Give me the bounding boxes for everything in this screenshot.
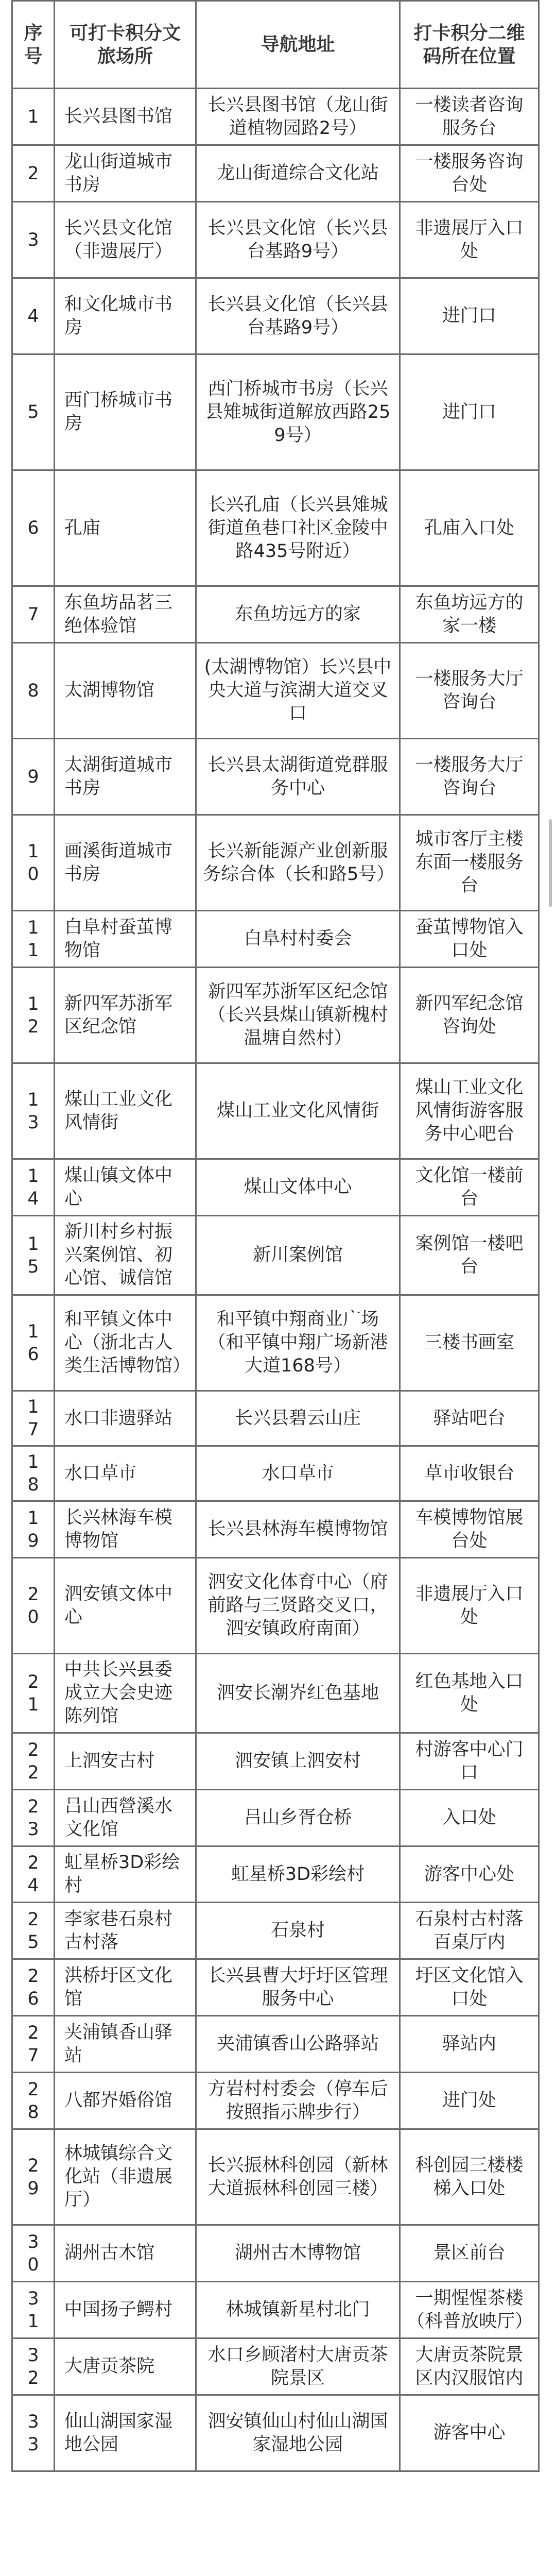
cell-venue-name: 东鱼坊品茗三绝体验馆 bbox=[55, 586, 196, 643]
cell-qr-location: 非遗展厅入口处 bbox=[400, 1558, 539, 1654]
table-row bbox=[12, 2016, 539, 2073]
cell-qr-location: 蚕茧博物馆入口处 bbox=[400, 911, 539, 968]
cell-qr-location: 一楼服务大厅咨询台 bbox=[400, 739, 539, 815]
cell-qr-location: 游客中心 bbox=[400, 2395, 539, 2471]
cell-venue-name: 泗安镇文体中心 bbox=[55, 1558, 196, 1654]
table-row bbox=[12, 586, 539, 643]
cell-venue-name: 中国扬子鳄村 bbox=[55, 2282, 196, 2338]
header-qr-location: 打卡积分二维码所在位置 bbox=[400, 1, 539, 89]
cell-nav-address: 新川案例馆 bbox=[196, 1216, 400, 1295]
cell-nav-address: 煤山文体中心 bbox=[196, 1159, 400, 1216]
cell-qr-location: 游客中心处 bbox=[400, 1846, 539, 1903]
cell-nav-address: 长兴县太湖街道党群服务中心 bbox=[196, 739, 400, 815]
cell-venue-name: 白阜村蚕茧博物馆 bbox=[55, 911, 196, 968]
table-row bbox=[12, 1295, 539, 1391]
table-row bbox=[12, 1903, 539, 1959]
cell-no: 6 bbox=[12, 470, 55, 586]
cell-venue-name: 大唐贡茶院 bbox=[55, 2338, 196, 2395]
cell-venue-name: 新川村乡村振兴案例馆、初心馆、诚信馆 bbox=[55, 1216, 196, 1295]
cell-nav-address: 长兴县林海车模博物馆 bbox=[196, 1501, 400, 1558]
cell-venue-name: 夹浦镇香山驿站 bbox=[55, 2016, 196, 2073]
table-row bbox=[12, 968, 539, 1063]
cell-no: 4 bbox=[12, 278, 55, 354]
cell-qr-location: 进门处 bbox=[400, 2073, 539, 2129]
cell-venue-name: 长兴县文化馆（非遗展厅） bbox=[55, 202, 196, 278]
header-no: 序号 bbox=[12, 1, 55, 89]
cell-qr-location: 三楼书画室 bbox=[400, 1295, 539, 1391]
table-row bbox=[12, 739, 539, 815]
cell-venue-name: 西门桥城市书房 bbox=[55, 354, 196, 470]
cell-qr-location: 驿站内 bbox=[400, 2016, 539, 2073]
table-row bbox=[12, 1063, 539, 1159]
cell-nav-address: 泗安镇仙山村仙山湖国家湿地公园 bbox=[196, 2395, 400, 2471]
cell-no: 28 bbox=[12, 2073, 55, 2129]
cell-venue-name: 新四军苏浙军区纪念馆 bbox=[55, 968, 196, 1063]
table-row bbox=[12, 1558, 539, 1654]
cell-no: 32 bbox=[12, 2338, 55, 2395]
header-venue-name: 可打卡积分文旅场所 bbox=[55, 1, 196, 89]
cell-no: 3 bbox=[12, 202, 55, 278]
cell-nav-address: 西门桥城市书房（长兴县雉城街道解放西路259号） bbox=[196, 354, 400, 470]
cell-venue-name: 仙山湖国家湿地公园 bbox=[55, 2395, 196, 2471]
cell-venue-name: 长兴县图书馆 bbox=[55, 89, 196, 145]
cell-venue-name: 虹星桥3D彩绘村 bbox=[55, 1846, 196, 1903]
cell-venue-name: 龙山街道城市书房 bbox=[55, 145, 196, 202]
cell-no: 1 bbox=[12, 89, 55, 145]
cell-venue-name: 煤山工业文化风情街 bbox=[55, 1063, 196, 1159]
cell-qr-location: 驿站吧台 bbox=[400, 1391, 539, 1446]
cell-no: 15 bbox=[12, 1216, 55, 1295]
cell-nav-address: 龙山街道综合文化站 bbox=[196, 145, 400, 202]
table-row bbox=[12, 1959, 539, 2016]
cell-qr-location: 景区前台 bbox=[400, 2225, 539, 2282]
cell-qr-location: 新四军纪念馆咨询处 bbox=[400, 968, 539, 1063]
table-body bbox=[12, 89, 539, 2471]
cell-qr-location: 石泉村古村落百桌厅内 bbox=[400, 1903, 539, 1959]
cell-no: 24 bbox=[12, 1846, 55, 1903]
cell-venue-name: 林城镇综合文化站（非遗展厅） bbox=[55, 2129, 196, 2225]
table-row bbox=[12, 2225, 539, 2282]
cell-venue-name: 水口草市 bbox=[55, 1446, 196, 1501]
table-row bbox=[12, 1446, 539, 1501]
cell-venue-name: 煤山镇文体中心 bbox=[55, 1159, 196, 1216]
table-row bbox=[12, 2282, 539, 2338]
cell-nav-address: 白阜村村委会 bbox=[196, 911, 400, 968]
table-row bbox=[12, 2073, 539, 2129]
cell-venue-name: 洪桥圩区文化馆 bbox=[55, 1959, 196, 2016]
table-row bbox=[12, 278, 539, 354]
cell-no: 17 bbox=[12, 1391, 55, 1446]
cell-no: 30 bbox=[12, 2225, 55, 2282]
cell-qr-location: 东鱼坊远方的家一楼 bbox=[400, 586, 539, 643]
cell-nav-address: 新四军苏浙军区纪念馆（长兴县煤山镇新槐村温塘自然村） bbox=[196, 968, 400, 1063]
cell-qr-location: 科创园三楼楼梯入口处 bbox=[400, 2129, 539, 2225]
cell-nav-address: 泗安镇上泗安村 bbox=[196, 1733, 400, 1790]
cell-nav-address: 长兴县图书馆（龙山街道植物园路2号） bbox=[196, 89, 400, 145]
cell-nav-address: 虹星桥3D彩绘村 bbox=[196, 1846, 400, 1903]
cell-no: 21 bbox=[12, 1654, 55, 1733]
cell-no: 2 bbox=[12, 145, 55, 202]
cell-qr-location: 入口处 bbox=[400, 1790, 539, 1846]
cell-no: 10 bbox=[12, 815, 55, 911]
cell-venue-name: 上泗安古村 bbox=[55, 1733, 196, 1790]
cell-venue-name: 太湖博物馆 bbox=[55, 643, 196, 739]
table-header-row bbox=[12, 1, 539, 89]
cell-nav-address: 和平镇中翔商业广场（和平镇中翔广场新港大道168号） bbox=[196, 1295, 400, 1391]
cell-qr-location: 村游客中心门口 bbox=[400, 1733, 539, 1790]
cell-qr-location: 进门口 bbox=[400, 278, 539, 354]
cell-nav-address: 泗安长潮岕红色基地 bbox=[196, 1654, 400, 1733]
cell-qr-location: 城市客厅主楼东面一楼服务台 bbox=[400, 815, 539, 911]
table-row bbox=[12, 643, 539, 739]
cell-nav-address: 泗安文化体育中心（府前路与三贤路交叉口，泗安镇政府南面） bbox=[196, 1558, 400, 1654]
cell-no: 16 bbox=[12, 1295, 55, 1391]
cell-qr-location: 煤山工业文化风情街游客服务中心吧台 bbox=[400, 1063, 539, 1159]
cell-no: 12 bbox=[12, 968, 55, 1063]
cell-qr-location: 草市收银台 bbox=[400, 1446, 539, 1501]
cell-qr-location: 案例馆一楼吧台 bbox=[400, 1216, 539, 1295]
cell-nav-address: 煤山工业文化风情街 bbox=[196, 1063, 400, 1159]
cell-qr-location: 一楼服务咨询台处 bbox=[400, 145, 539, 202]
cell-nav-address: 夹浦镇香山公路驿站 bbox=[196, 2016, 400, 2073]
cell-nav-address: 水口草市 bbox=[196, 1446, 400, 1501]
table-row bbox=[12, 2395, 539, 2471]
cell-venue-name: 画溪街道城市书房 bbox=[55, 815, 196, 911]
cell-venue-name: 中共长兴县委成立大会史迹陈列馆 bbox=[55, 1654, 196, 1733]
points-table-container bbox=[11, 0, 538, 2472]
cell-venue-name: 湖州古木馆 bbox=[55, 2225, 196, 2282]
cell-nav-address: 林城镇新星村北门 bbox=[196, 2282, 400, 2338]
table-row bbox=[12, 470, 539, 586]
cell-no: 19 bbox=[12, 1501, 55, 1558]
cell-qr-location: 大唐贡茶院景区内汉服馆内 bbox=[400, 2338, 539, 2395]
table-row bbox=[12, 1733, 539, 1790]
cell-qr-location: 圩区文化馆入口处 bbox=[400, 1959, 539, 2016]
cell-nav-address: 吕山乡胥仓桥 bbox=[196, 1790, 400, 1846]
cell-no: 14 bbox=[12, 1159, 55, 1216]
cell-qr-location: 文化馆一楼前台 bbox=[400, 1159, 539, 1216]
table-row bbox=[12, 815, 539, 911]
cell-no: 9 bbox=[12, 739, 55, 815]
table-row bbox=[12, 911, 539, 968]
cell-nav-address: 长兴孔庙（长兴县雉城街道鱼巷口社区金陵中路435号附近） bbox=[196, 470, 400, 586]
cell-qr-location: 一楼服务大厅咨询台 bbox=[400, 643, 539, 739]
cell-qr-location: 孔庙入口处 bbox=[400, 470, 539, 586]
cell-no: 25 bbox=[12, 1903, 55, 1959]
table-row bbox=[12, 89, 539, 145]
cell-nav-address: 长兴县碧云山庄 bbox=[196, 1391, 400, 1446]
check-in-points-table bbox=[11, 0, 540, 2472]
table-row bbox=[12, 2129, 539, 2225]
cell-no: 22 bbox=[12, 1733, 55, 1790]
cell-no: 18 bbox=[12, 1446, 55, 1501]
table-row bbox=[12, 1159, 539, 1216]
header-nav-address: 导航地址 bbox=[196, 1, 400, 89]
cell-venue-name: 水口非遗驿站 bbox=[55, 1391, 196, 1446]
cell-no: 23 bbox=[12, 1790, 55, 1846]
cell-venue-name: 太湖街道城市书房 bbox=[55, 739, 196, 815]
cell-no: 20 bbox=[12, 1558, 55, 1654]
table-row bbox=[12, 1654, 539, 1733]
cell-nav-address: 长兴县文化馆（长兴县台基路9号） bbox=[196, 202, 400, 278]
table-row bbox=[12, 1790, 539, 1846]
cell-nav-address: (太湖博物馆）长兴县中央大道与滨湖大道交叉口 bbox=[196, 643, 400, 739]
cell-no: 33 bbox=[12, 2395, 55, 2471]
table-row bbox=[12, 1501, 539, 1558]
cell-venue-name: 和平镇文体中心（浙北古人类生活博物馆） bbox=[55, 1295, 196, 1391]
cell-qr-location: 进门口 bbox=[400, 354, 539, 470]
cell-nav-address: 长兴振林科创园（新林大道振林科创园三楼） bbox=[196, 2129, 400, 2225]
table-row bbox=[12, 354, 539, 470]
cell-no: 7 bbox=[12, 586, 55, 643]
cell-no: 26 bbox=[12, 1959, 55, 2016]
table-row bbox=[12, 202, 539, 278]
cell-no: 29 bbox=[12, 2129, 55, 2225]
cell-no: 31 bbox=[12, 2282, 55, 2338]
cell-no: 27 bbox=[12, 2016, 55, 2073]
cell-venue-name: 和文化城市书房 bbox=[55, 278, 196, 354]
cell-nav-address: 长兴新能源产业创新服务综合体（长和路5号） bbox=[196, 815, 400, 911]
cell-venue-name: 长兴林海车模博物馆 bbox=[55, 1501, 196, 1558]
scrollbar-thumb[interactable] bbox=[549, 819, 552, 907]
cell-qr-location: 一期惺惺茶楼（科普放映厅） bbox=[400, 2282, 539, 2338]
table-row bbox=[12, 1846, 539, 1903]
cell-venue-name: 孔庙 bbox=[55, 470, 196, 586]
cell-nav-address: 方岩村村委会（停车后按照指示牌步行） bbox=[196, 2073, 400, 2129]
cell-qr-location: 车模博物馆展台处 bbox=[400, 1501, 539, 1558]
cell-no: 8 bbox=[12, 643, 55, 739]
cell-nav-address: 长兴县文化馆（长兴县台基路9号） bbox=[196, 278, 400, 354]
cell-qr-location: 一楼读者咨询服务台 bbox=[400, 89, 539, 145]
cell-venue-name: 八都岕婚俗馆 bbox=[55, 2073, 196, 2129]
table-row bbox=[12, 2338, 539, 2395]
table-row bbox=[12, 145, 539, 202]
cell-nav-address: 湖州古木博物馆 bbox=[196, 2225, 400, 2282]
cell-no: 13 bbox=[12, 1063, 55, 1159]
cell-nav-address: 水口乡顾渚村大唐贡茶院景区 bbox=[196, 2338, 400, 2395]
cell-venue-name: 李家巷石泉村古村落 bbox=[55, 1903, 196, 1959]
cell-venue-name: 吕山西營溪水文化馆 bbox=[55, 1790, 196, 1846]
cell-nav-address: 东鱼坊远方的家 bbox=[196, 586, 400, 643]
table-row bbox=[12, 1391, 539, 1446]
cell-nav-address: 长兴县曹大圩圩区管理服务中心 bbox=[196, 1959, 400, 2016]
cell-qr-location: 非遗展厅入口处 bbox=[400, 202, 539, 278]
cell-no: 5 bbox=[12, 354, 55, 470]
table-row bbox=[12, 1216, 539, 1295]
cell-qr-location: 红色基地入口处 bbox=[400, 1654, 539, 1733]
cell-nav-address: 石泉村 bbox=[196, 1903, 400, 1959]
cell-no: 11 bbox=[12, 911, 55, 968]
